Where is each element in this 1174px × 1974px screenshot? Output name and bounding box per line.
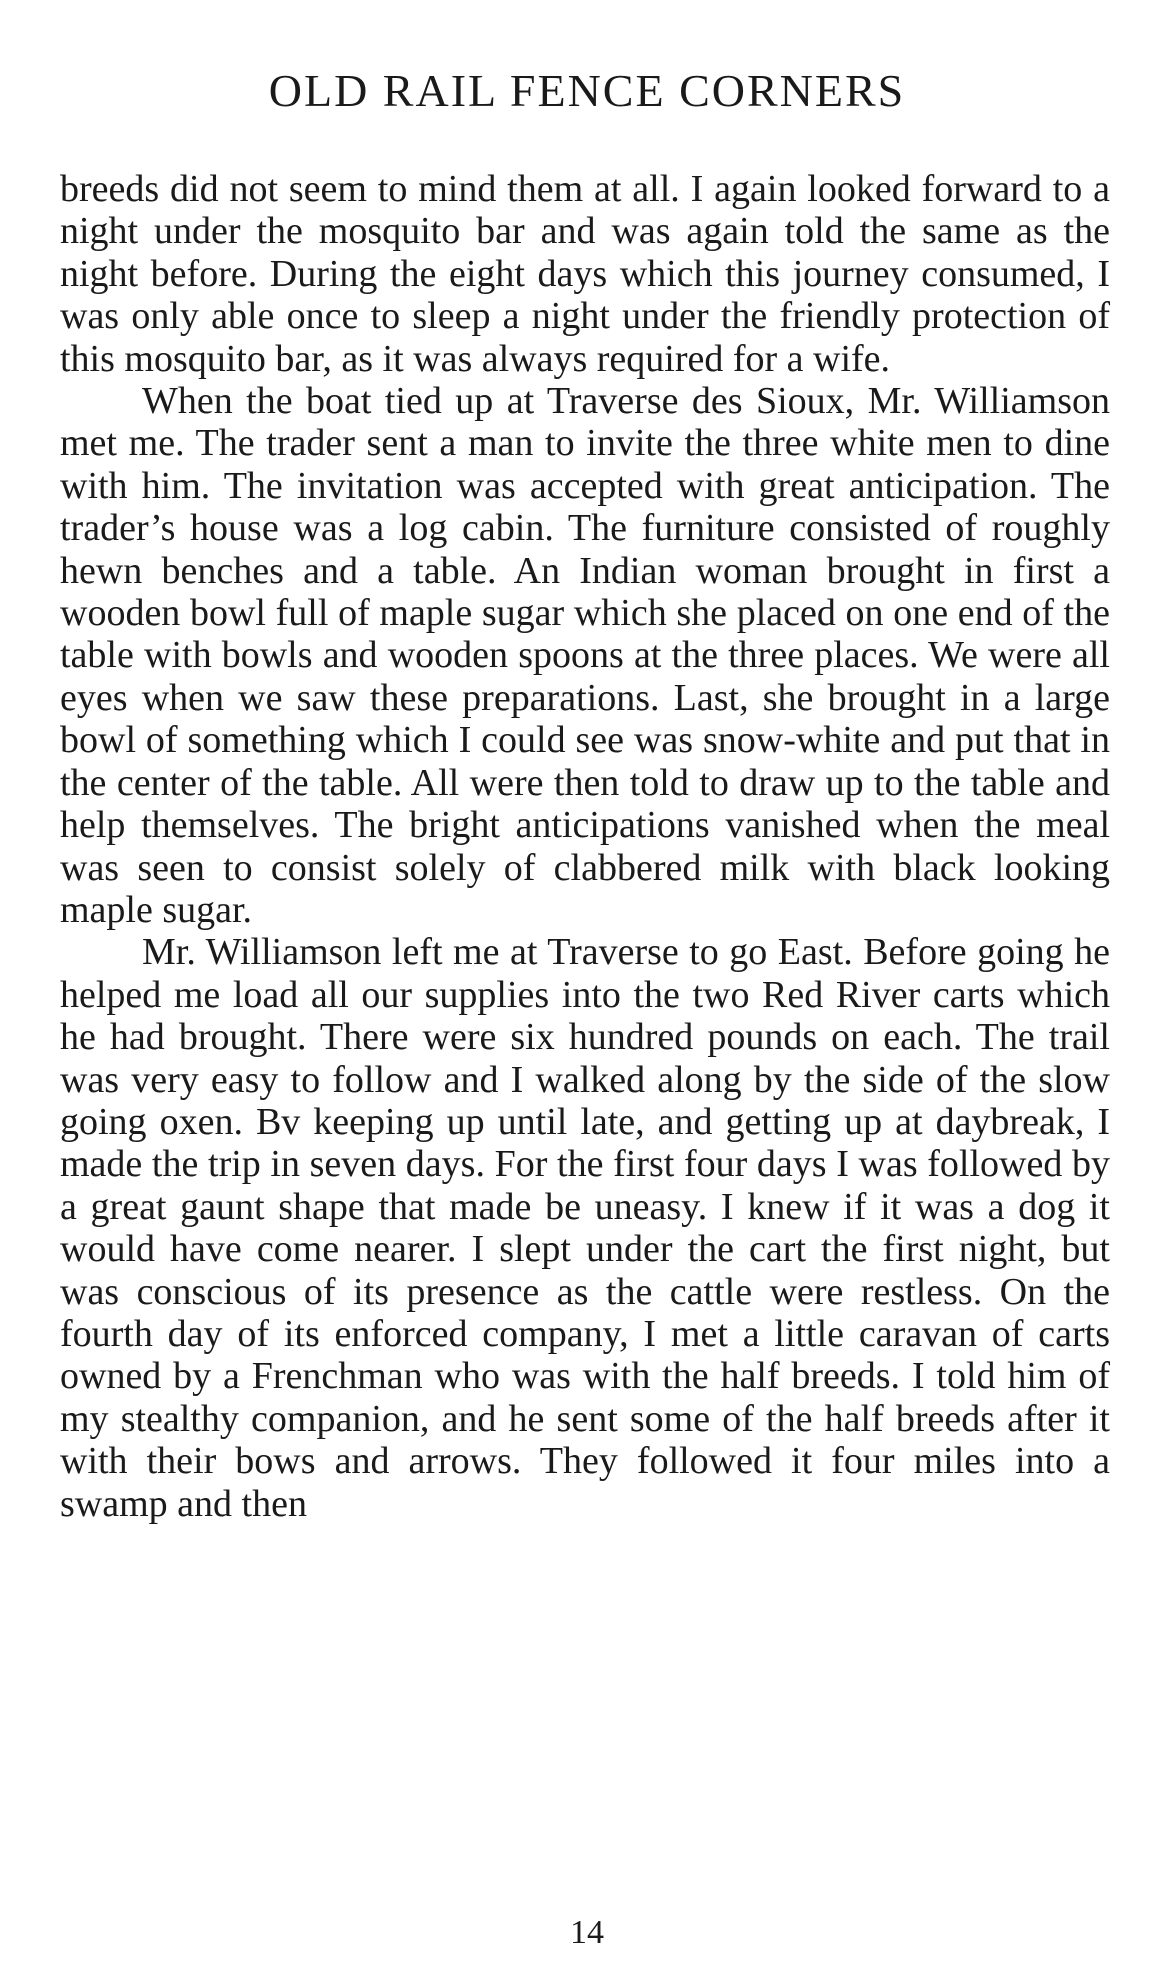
paragraph-continuation: breeds did not seem to mind them at all. I again looked forward to a night under the mosquito bar and was again told the same as the night before. During the eight days which this journey consumed, I was only able once to sleep a night under the friendly protection of this mosquito bar, as it was always required for a wife. bbox=[60, 168, 1110, 380]
paragraph-red-river-carts: Mr. Williamson left me at Traverse to go East. Before going he helped me load all our supplies into the two Red River carts which he had brought. There were six hundred pounds on each. The trail was very easy to follow and I walked along by the side of the slow going oxen. Bv keeping up until late, and getting up at daybreak, I made the trip in seven days. For the first four days I was followed by a great gaunt shape that made be uneasy. I knew if it was a dog it would have come nearer. I slept under the cart the first night, but was conscious of its presence as the cattle were restless. On the fourth day of its enforced company, I met a little caravan of carts owned by a Frenchman who was with the half breeds. I told him of my stealthy companion, and he sent some of the half breeds after it with their bows and arrows. They followed it four miles into a swamp and then bbox=[60, 931, 1110, 1525]
paragraph-traverse-des-sioux: When the boat tied up at Traverse des Sioux, Mr. Williamson met me. The trader sent a man to invite the three white men to dine with him. The invitation was accepted with great anticipation. The trader’s house was a log cabin. The furniture consisted of roughly hewn benches and a table. An Indian woman brought in first a wooden bowl full of maple sugar which she placed on one end of the table with bowls and wooden spoons at the three places. We were all eyes when we saw these preparations. Last, she brought in a large bowl of something which I could see was snow-white and put that in the center of the table. All were then told to draw up to the table and help themselves. The bright anticipations vanished when the meal was seen to consist solely of clabbered milk with black looking maple sugar. bbox=[60, 380, 1110, 931]
body-text bbox=[60, 168, 1110, 1525]
running-head: OLD RAIL FENCE CORNERS bbox=[268, 65, 906, 116]
page-number: 14 bbox=[570, 1914, 604, 1951]
